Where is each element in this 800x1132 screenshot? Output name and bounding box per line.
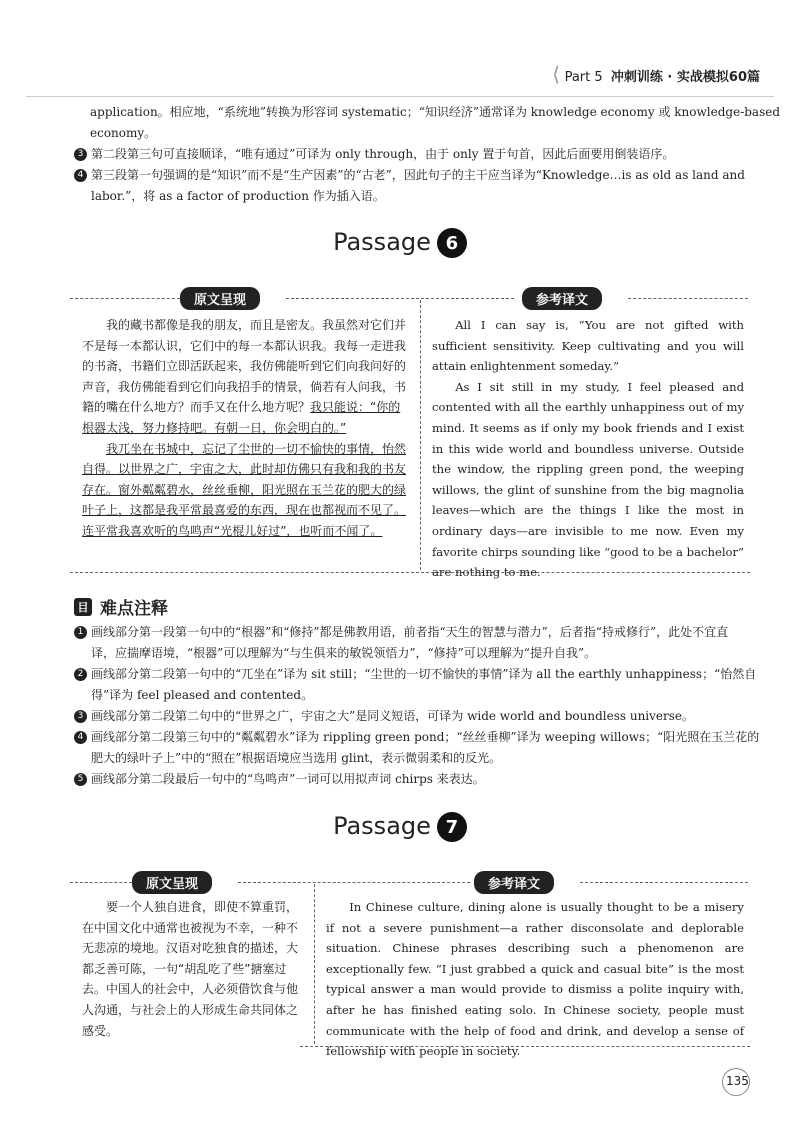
passage-word: Passage [333, 812, 431, 840]
note-text: 第二段第三句可直接顺译，“唯有通过”可译为 only through，由于 only 置于句首，因此后面要用倒装语序。 [91, 147, 675, 161]
difficulty-note-3 [74, 706, 764, 727]
passage-6-english [432, 315, 744, 583]
note-text: 译，应揣摩语境，“根器”可以理解为“与生俱来的敏锐领悟力”，“修持”可以理解为“提升自我”。 [91, 646, 597, 660]
frame-dash [70, 882, 132, 883]
note-text: 第三段第一句强调的是“知识”而不是“生产因素”的“古老”，因此句子的主干应当译为“Knowledge…is as old as land and [91, 168, 745, 182]
frame-dash [70, 298, 180, 299]
passage-6-title [0, 228, 800, 258]
passage-6-chinese [82, 315, 410, 542]
en-paragraph-1: In Chinese culture, dining alone is usually thought to be a misery if not a severe punishment—a rather disconsolate and deplorable situation. Chinese phrases describing such a phenomenon are exceptionally few. “I just grabbed a quick and casual bite” is the most typical answer a man would provide to dismiss a polite inquiry with, after he has finished eating solo. In Chinese society, people must communicate with the help of food and drink, and develop a sense of fellowship with people in society. [326, 900, 744, 1059]
frame-dash [238, 882, 470, 883]
passage-word: Passage [333, 228, 431, 256]
note-text: 画线部分第二段第二句中的“世界之广，宇宙之大”是同义短语，可译为 wide world and boundless universe。 [91, 709, 695, 723]
difficulty-note-2 [74, 664, 764, 706]
top-note-3 [74, 144, 764, 165]
translation-label: 参考译文 [474, 871, 554, 894]
header-title: 冲刺训练 · 实战模拟60篇 [610, 70, 760, 85]
top-note-continued [90, 102, 781, 144]
header-rule [26, 96, 774, 97]
note-number: 4 [74, 169, 87, 182]
note-text: 肥大的绿叶子上”中的“照在”根据语境应当选用 glint，表示微弱柔和的反光。 [91, 751, 502, 765]
passage-number-badge: 6 [437, 228, 467, 258]
frame-dash [580, 882, 748, 883]
note-text: 得”译为 feel pleased and contented。 [91, 688, 314, 702]
header-part: Part 5 [564, 70, 603, 85]
note-text: 画线部分第二段最后一句中的“鸟鸣声”一词可以用拟声词 chirps 来表达。 [91, 772, 485, 786]
passage-7-title [0, 812, 800, 842]
top-note-line: economy。 [90, 126, 157, 140]
en-paragraph-2: As I sit still in my study, I feel pleased and contented with all the earthly unhappiness out of my mind. It seems as if only my book friends and I exist in this wide world and boundless universe. Outside the window, the rippling green pond, the weeping willows, the glint of sunshine from the big magnolia leaves—which are the things I like the most in ordinary days—are invisible to me now. Even my favorite chirps sounding like “good to be a bachelor” are nothing to me. [432, 379, 744, 580]
passage-number-badge: 7 [437, 812, 467, 842]
running-header [565, 66, 760, 85]
passage-7-english [326, 897, 744, 1062]
original-text-label: 原文呈现 [132, 871, 212, 894]
difficulties-heading [74, 594, 168, 619]
en-paragraph-1: All I can say is, “You are not gifted with sufficient sensitivity. Keep cultivating and you will attain enlightenment someday.” [432, 318, 744, 374]
note-number: 2 [74, 668, 87, 681]
difficulty-note-1 [74, 622, 764, 664]
column-divider [314, 884, 315, 1044]
note-text: 画线部分第二段第一句中的“兀坐在”译为 sit still；“尘世的一切不愉快的事情”译为 all the earthly unhappiness；“怡然自 [91, 667, 757, 681]
note-number: 3 [74, 710, 87, 723]
translation-label: 参考译文 [522, 287, 602, 310]
note-number: 4 [74, 731, 87, 744]
note-number: 3 [74, 148, 87, 161]
section-list-icon: 目 [74, 598, 92, 616]
column-divider [420, 300, 421, 570]
note-number: 1 [74, 626, 87, 639]
cn-underlined-1: 我只能说：“你的根器太浅，努力修持吧。有朝一日，你会明白的。” [82, 400, 401, 435]
cn-paragraph-1: 要一个人独自进食，即使不算重罚，在中国文化中通常也被视为不幸，一种不无悲凉的境地。汉语对吃独食的描述，大都乏善可陈，一句“胡乱吃了些”搪塞过去。中国人的社会中，人必须借饮食与他人沟通，与社会上的人形成生命共同体之感受。 [82, 900, 299, 1038]
difficulty-note-5 [74, 769, 764, 790]
frame-dash [286, 298, 514, 299]
difficulties-title: 难点注释 [100, 599, 168, 619]
note-text: labor.”，将 as a factor of production 作为插入语。 [91, 189, 385, 203]
cn-underlined-2: 我兀坐在书城中，忘记了尘世的一切不愉快的事情，怡然自得。以世界之广，宇宙之大，此时却仿佛只有我和我的书友存在。窗外粼粼碧水，丝丝垂柳，阳光照在玉兰花的肥大的绿叶子上，这都是我平常最喜爱的东西，现在也都视而不见了。连平常我喜欢听的鸟鸣声“光棍儿好过”，也听而不闻了。 [82, 441, 407, 538]
top-note-4 [74, 165, 764, 207]
passage-7-chinese [82, 897, 302, 1041]
note-text: 画线部分第一段第一句中的“根器”和“修持”都是佛教用语，前者指“天生的智慧与潜力”，后者指“持戒修行”，此处不宜直 [91, 625, 729, 639]
page-number: 135 [726, 1074, 749, 1088]
header-bracket-icon: ⟨ [552, 62, 560, 86]
note-number: 5 [74, 773, 87, 786]
frame-dash [628, 298, 748, 299]
cn-paragraph-1: 我的藏书都像是我的朋友，而且是密友。我虽然对它们并不是每一本都认识，它们中的每一本都认识我。我每一走进我的书斋，书籍们立即活跃起来，我仿佛能听到它们向我问好的声音，我仿佛能看到它们向我招手的情景，倘若有人问我，书籍的嘴在什么地方？而手又在什么地方呢？ [82, 318, 407, 415]
top-note-line: application。相应地，“系统地”转换为形容词 systematic；“知识经济”通常译为 knowledge economy 或 knowledge-based [90, 105, 781, 119]
difficulty-note-4 [74, 727, 764, 769]
original-text-label: 原文呈现 [180, 287, 260, 310]
note-text: 画线部分第二段第三句中的“粼粼碧水”译为 rippling green pond；“丝丝垂柳”译为 weeping willows；“阳光照在玉兰花的 [91, 730, 760, 744]
